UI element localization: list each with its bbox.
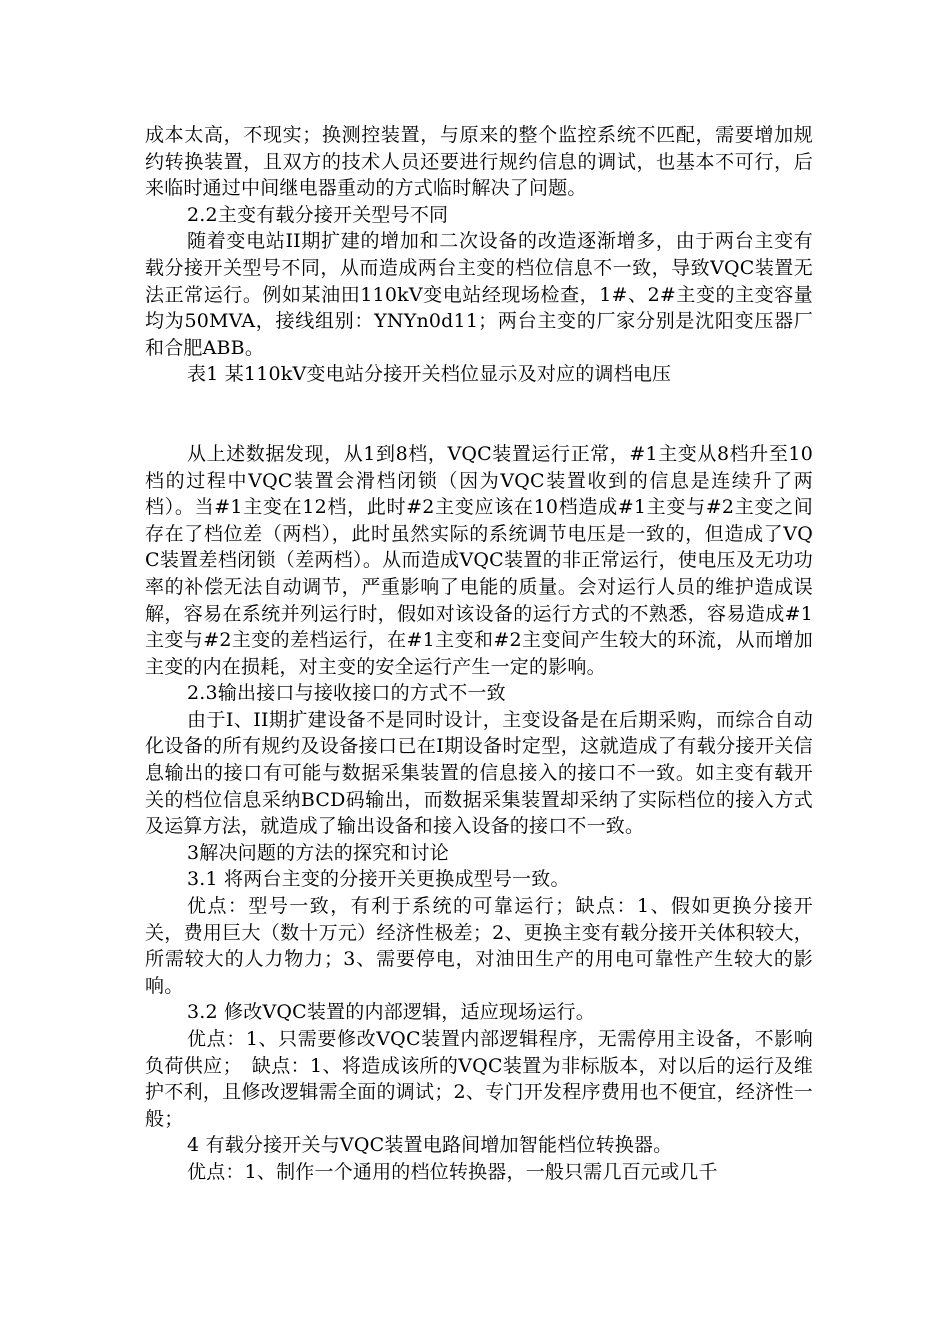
paragraph-pros-cons-3-2: 优点：1、只需要修改VQC装置内部逻辑程序，无需停用主设备，不影响负荷供应； 缺点：1、将造成该所的VQC装置为非标版本，对以后的运行及维护不利，且修改逻辑需全面的调试；2、专门开发程序费用也不便宜，经济性一般； <box>145 1028 813 1130</box>
section-heading-3-2: 3.2 修改VQC装置的内部逻辑，适应现场运行。 <box>187 1001 595 1024</box>
paragraph-pros-cons-3-1: 优点：型号一致，有利于系统的可靠运行；缺点：1、假如更换分接开关，费用巨大（数十万元）经济性极差；2、更换主变有载分接开关体积较大，所需较大的人力物力；3、需要停电，对油田生产的用电可靠性产生较大的影响。 <box>145 895 813 997</box>
paragraph-data-analysis: 从上述数据发现，从1到8档，VQC装置运行正常，#1主变从8档升至10档的过程中VQC装置会滑档闭锁（因为VQC装置收到的信息是连续升了两档）。当#1主变在12档，此时#2主变应该在10档造成#1主变与#2主变之间存在了档位差（两档），此时虽然实际的系统调节电压是一致的，但造成了VQC装置差档闭锁（差两档）。从而造成VQC装置的非正常运行，使电压及无功功率的补偿无法自动调节，严重影响了电能的质量。会对运行人员的维护造成误解，容易在系统并列运行时，假如对该设备的运行方式的不熟悉，容易造成#1主变与#2主变的差档运行，在#1主变和#2主变间产生较大的环流，从而增加主变的内在损耗，对主变的安全运行产生一定的影响。 <box>145 442 813 678</box>
section-heading-4: 4 有载分接开关与VQC装置电路间增加智能档位转换器。 <box>187 1134 673 1157</box>
section-heading-2-3: 2.3输出接口与接收接口的方式不一致 <box>187 682 506 705</box>
section-heading-3: 3解决问题的方法的探究和讨论 <box>187 841 449 864</box>
document-body <box>145 122 813 1186</box>
paragraph-tap-changer-models: 随着变电站II期扩建的增加和二次设备的改造逐渐增多，由于两台主变有载分接开关型号不同，从而造成两台主变的档位信息不一致，导致VQC装置无法正常运行。例如某油田110kV变电站经现场检查，1#、2#主变的主变容量均为50MVA，接线组别：YNYn0d11；两台主变的厂家分别是沈阳变压器厂和合肥ABB。 <box>145 230 813 359</box>
table-placeholder-gap <box>145 388 813 441</box>
table-caption: 表1 某110kV变电站分接开关档位显示及对应的调档电压 <box>187 363 672 386</box>
paragraph-intro-continued: 成本太高，不现实；换测控装置，与原来的整个监控系统不匹配，需要增加规约转换装置，且双方的技术人员还要进行规约信息的调试，也基本不可行，后来临时通过中间继电器重动的方式临时解决了问题。 <box>145 124 813 200</box>
section-heading-2-2: 2.2主变有载分接开关型号不同 <box>187 203 449 226</box>
paragraph-interface-mismatch: 由于I、II期扩建设备不是同时设计，主变设备是在后期采购，而综合自动化设备的所有规约及设备接口已在I期设备时定型，这就造成了有载分接开关信息输出的接口有可能与数据采集装置的信息接入的接口不一致。如主变有载开关的档位信息采纳BCD码输出，而数据采集装置却采纳了实际档位的接入方式及运算方法，就造成了输出设备和接入设备的接口不一致。 <box>145 708 813 838</box>
paragraph-pros-4: 优点：1、制作一个通用的档位转换器，一般只需几百元或几千 <box>187 1160 718 1183</box>
section-heading-3-1: 3.1 将两台主变的分接开关更换成型号一致。 <box>187 868 570 891</box>
